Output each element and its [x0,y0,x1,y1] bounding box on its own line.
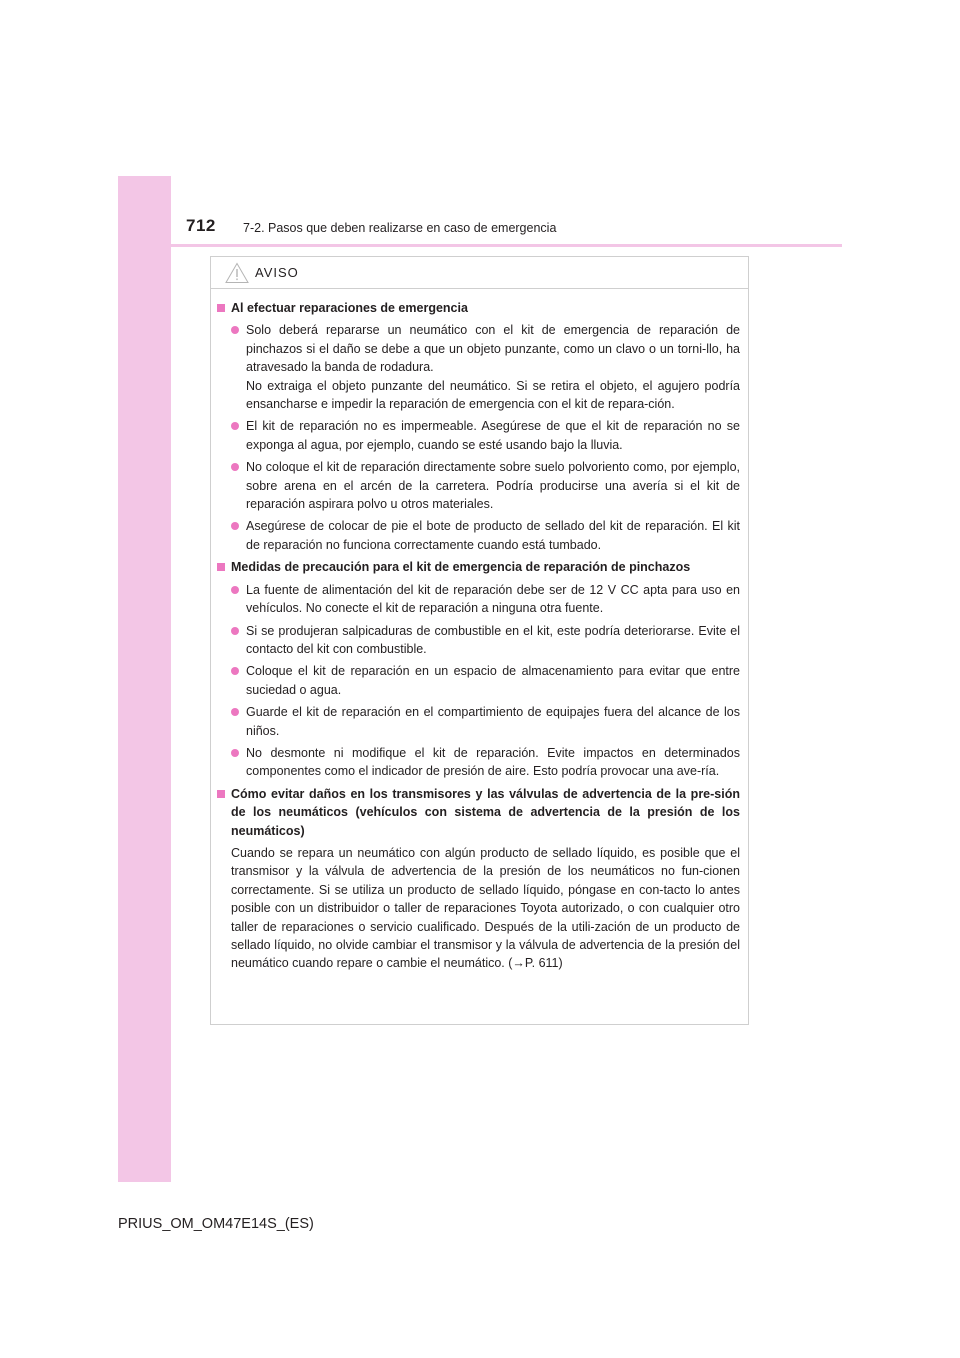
section-emergency-repairs [217,299,740,554]
list-item-text: La fuente de alimentación del kit de reparación debe ser de 12 V CC apta para uso en vehículos. No conecte el kit de reparación a ninguna otra fuente. [246,582,740,616]
section-heading: Al efectuar reparaciones de emergencia [217,299,740,317]
circle-bullet-icon [231,326,239,334]
list-item [231,622,740,659]
circle-bullet-icon [231,522,239,530]
list-item-text: Guarde el kit de reparación en el compartimiento de equipajes fuera del alcance de los niños. [246,705,740,738]
warning-body [211,289,748,973]
square-bullet-icon [217,790,225,798]
section-paragraph: Cuando se repara un neumático con algún producto de sellado líquido, es posible que el transmisor y la válvula de advertencia de la presión de los neumáticos no fun-cionen correctamente. Si se utiliza un producto de sellado líquido, póngase en con-tacto lo antes posible con un distribuidor o taller de reparaciones Toyota autorizado, o con cualquier otro taller de reparaciones o servicio cualificado. Después de la utili-zación de un producto de sellado líquido, no olvide cambiar el transmisor y la válvula de advertencia de la presión del neumático cuando repare o cambie el neumático. (→P. 611) [231,845,740,971]
header-rule [118,244,842,247]
section-heading: Medidas de precaución para el kit de emergencia de reparación de pinchazos [217,558,740,576]
circle-bullet-icon [231,627,239,635]
circle-bullet-icon [231,586,239,594]
section-heading: Cómo evitar daños en los transmisores y las válvulas de advertencia de la pre-sión de los neumáticos (vehículos con sistema de advertencia de la presión de los neumáticos) [217,785,740,840]
list-item [231,417,740,454]
circle-bullet-icon [231,708,239,716]
list-item-text: Solo deberá repararse un neumático con el kit de emergencia de reparación de pinchazos si el daño se debe a que un objeto punzante, como un clavo o un torni-llo, ha atravesado la banda de rodadura. No extraiga el objeto punzante del neumático. Si se retira el objeto, el agujero podría ensancharse e impedir la reparación de emergencia con el kit de repara-ción. [246,323,740,412]
list-item-text: Si se produjeran salpicaduras de combustible en el kit, este podría deteriorarse. Evite el contacto del kit con combustible. [246,623,740,656]
list-item [231,458,740,513]
list-item-text: Asegúrese de colocar de pie el bote de producto de sellado del kit de reparación. El kit de reparación no funciona correctamente cuando está tumbado. [246,519,740,552]
section-kit-precautions [217,558,740,780]
list-item [231,581,740,618]
warning-header [211,257,748,289]
circle-bullet-icon [231,667,239,675]
list-item-text: El kit de reparación no es impermeable. Asegúrese de que el kit de reparación no se exponga al agua, por ejemplo, cuando se esté usando bajo la lluvia. [246,419,740,452]
list-item [231,517,740,554]
warning-box [210,256,749,1025]
section-title: 7-2. Pasos que deben realizarse en caso de emergencia [243,221,557,235]
circle-bullet-icon [231,422,239,430]
square-bullet-icon [217,304,225,312]
page-number: 712 [186,216,216,235]
list-item-text: No coloque el kit de reparación directamente sobre suelo polvoriento como, por ejemplo, sobre arena en el arcén de la carretera. Podría producirse una avería si el kit de reparación aspirara polvo u otros materiales. [246,460,740,512]
warning-title: AVISO [255,265,299,280]
list-item-text: No desmonte ni modifique el kit de reparación. Evite impactos en determinados componentes como el indicador de presión de aire. Esto podría provocar una ave-ría. [246,745,740,779]
warning-triangle-icon [225,262,249,284]
document-code: PRIUS_OM_OM47E14S_(ES) [118,1216,314,1232]
list-item [231,703,740,740]
circle-bullet-icon [231,463,239,471]
list-item [231,321,740,413]
circle-bullet-icon [231,749,239,757]
square-bullet-icon [217,563,225,571]
section-tpms-damage [217,785,740,973]
list-item [231,744,740,781]
side-color-band [118,176,171,1182]
list-item-text: Coloque el kit de reparación en un espacio de almacenamiento para evitar que entre suciedad o agua. [246,664,740,697]
list-item [231,662,740,699]
